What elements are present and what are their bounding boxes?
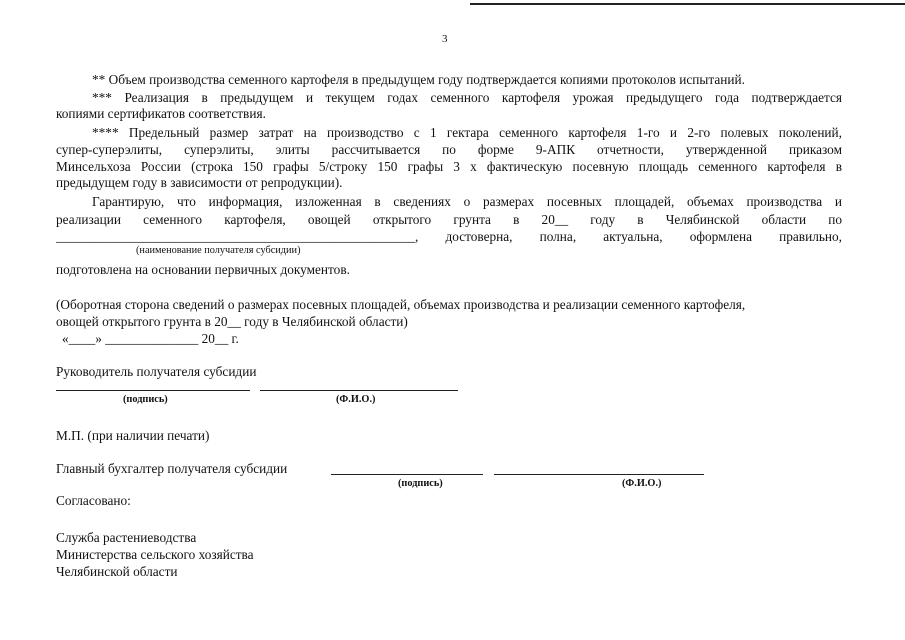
accountant-name-line: [494, 474, 704, 475]
top-rule: [470, 3, 905, 5]
reverse-side-line1: (Оборотная сторона сведений о размерах посевных площадей, объемах производства и реализации семенного картофеля,: [56, 297, 746, 312]
footnote-2: ** Объем производства семенного картофеля в предыдущем году подтверждается копиями протоколов испытаний.: [92, 72, 745, 87]
recipient-name-caption: (наименование получателя субсидии): [136, 245, 301, 256]
accountant-signature-caption: (подпись): [398, 478, 443, 489]
approval-org-line3: Челябинской области: [56, 564, 178, 579]
approval-org-line2: Министерства сельского хозяйства: [56, 547, 254, 562]
guarantee-line3: ______________________________________________________, достоверна, полна, актуальна, оформлена правильно,: [56, 229, 842, 244]
guarantee-line2: реализации семенного картофеля, овощей открытого грунта в 20__ году в Челябинской области по: [56, 212, 842, 227]
accountant-name-caption: (Ф.И.О.): [622, 478, 662, 489]
head-title: Руководитель получателя субсидии: [56, 364, 257, 379]
footnote-4-line1: **** Предельный размер затрат на производство с 1 гектара семенного картофеля 1-го и 2-го полевых поколений,: [92, 125, 842, 140]
footnote-3-line1: *** Реализация в предыдущем и текущем годах семенного картофеля урожая предыдущего года подтверждается: [92, 90, 842, 105]
page-number: 3: [442, 33, 448, 45]
head-name-caption: (Ф.И.О.): [336, 394, 376, 405]
accountant-title: Главный бухгалтер получателя субсидии: [56, 461, 288, 476]
head-signature-caption: (подпись): [123, 394, 168, 405]
footnote-3-line2: копиями сертификатов соответствия.: [56, 106, 266, 121]
date-line: «____» ______________ 20__ г.: [62, 331, 239, 346]
approval-label: Согласовано:: [56, 493, 131, 508]
footnote-4-line4: предыдущем году в зависимости от репродукции).: [56, 175, 343, 190]
footnote-4-line3: Минсельхоза России (строка 150 графы 5/строку 150 графы 3 х фактическую посевную площадь семенного картофеля в: [56, 159, 842, 174]
reverse-side-line2: овощей открытого грунта в 20__ году в Челябинской области): [56, 314, 408, 329]
footnote-4-line2: супер-суперэлиты, суперэлиты, элиты рассчитывается по форме 9-АПК отчетности, утвержденной приказом: [56, 142, 842, 157]
accountant-signature-line: [331, 474, 483, 475]
head-signature-line: [56, 390, 250, 391]
head-name-line: [260, 390, 458, 391]
guarantee-line1: Гарантирую, что информация, изложенная в сведениях о размерах посевных площадей, объемах производства и: [92, 194, 842, 209]
guarantee-line4: подготовлена на основании первичных документов.: [56, 262, 350, 277]
approval-org-line1: Служба растениеводства: [56, 530, 197, 545]
stamp-note: М.П. (при наличии печати): [56, 428, 210, 443]
